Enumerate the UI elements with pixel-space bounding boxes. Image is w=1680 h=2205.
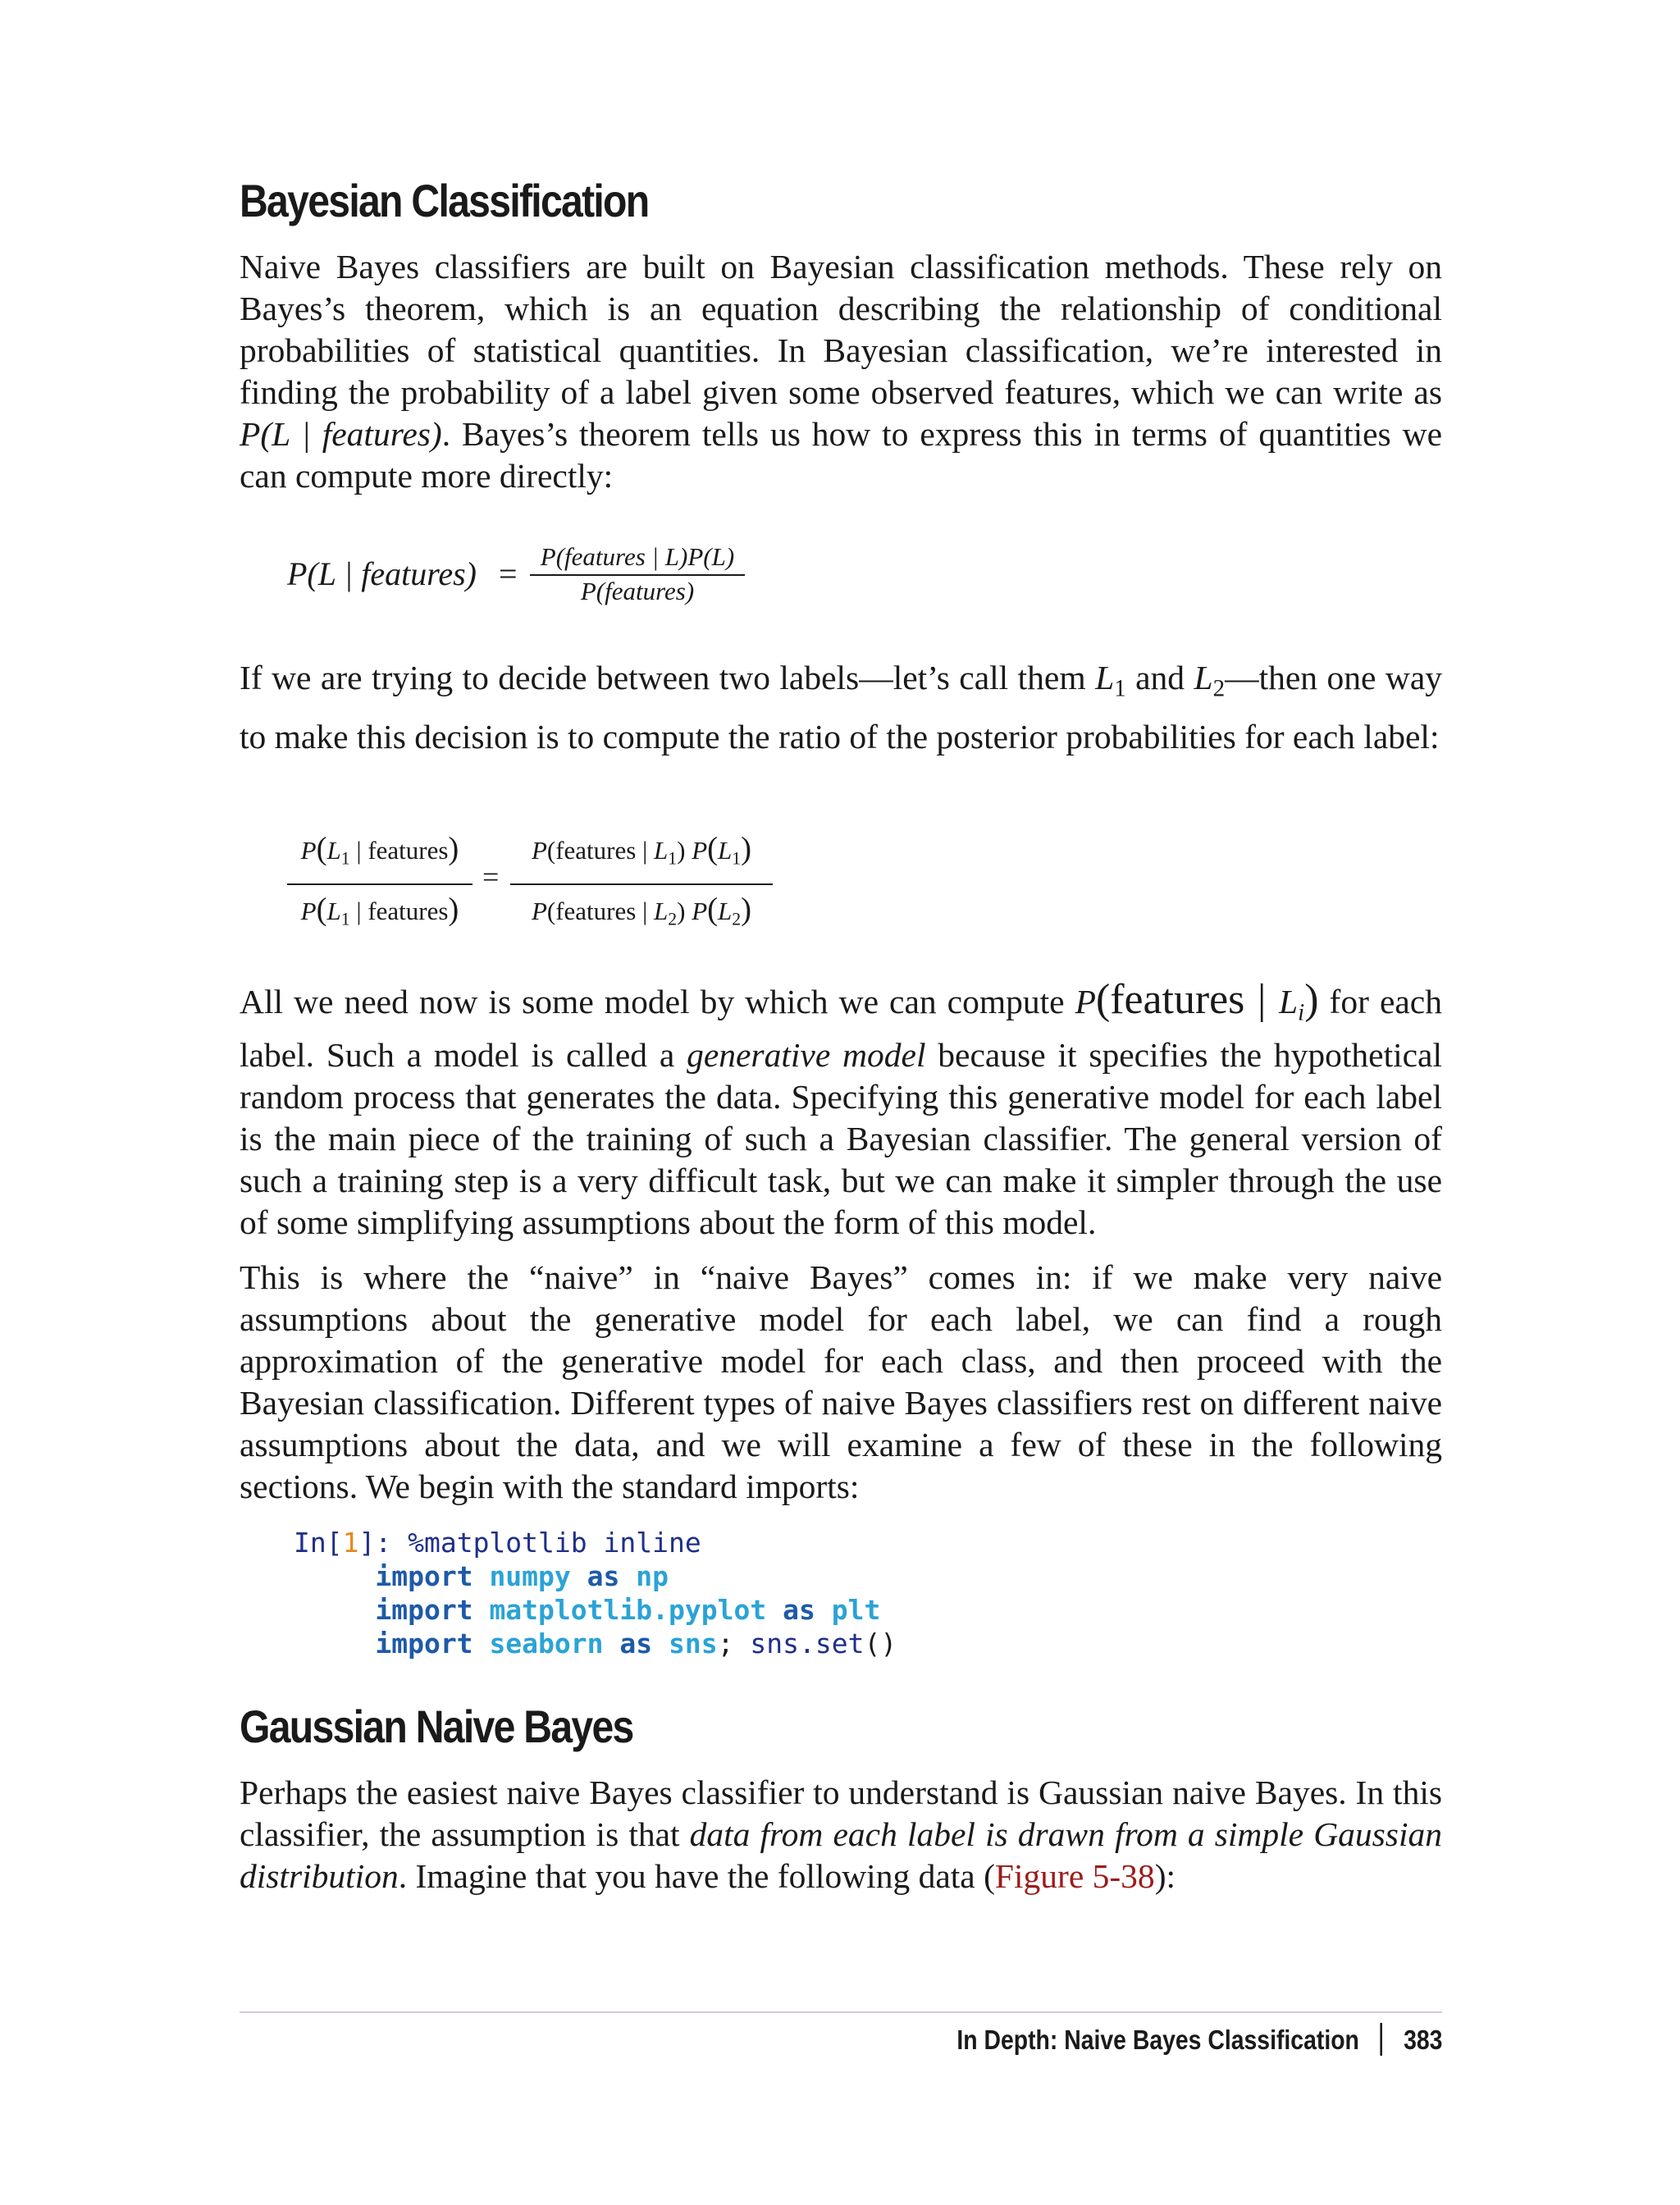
section-heading-gaussian-naive-bayes: Gaussian Naive Bayes	[240, 1701, 633, 1752]
code-line-2: import numpy as np	[375, 1560, 669, 1592]
emphasis-gaussian-assumption: data from each label is drawn from a simple Gaussian distribution	[240, 1815, 1442, 1895]
paragraph-text: ):	[1154, 1857, 1176, 1895]
paragraph-text: because it specifies the hypothetical random process that generates the data. Specifying this generative model for each label is the main piece of the training of such a Bayesian classifier. The general version of such a training step is a very difficult task, but we can make it simpler through the use of some simplifying assumptions about the form of this model.	[240, 1035, 1442, 1241]
paragraph-text: and	[1125, 659, 1194, 696]
equals-sign: =	[499, 555, 518, 592]
fraction-numerator: P(features | $L_1$) $P(L_1)$	[531, 831, 752, 869]
fraction-bar	[287, 883, 472, 885]
paragraph-two-labels	[240, 654, 1442, 760]
label-l2: L	[1194, 659, 1213, 696]
equation-fraction	[530, 541, 745, 607]
equation-lhs: P(L | features)	[287, 555, 477, 592]
fraction-bar	[510, 883, 773, 885]
inline-math-likelihood: P(features | $L_i$)	[1075, 976, 1319, 1026]
fraction-denominator: $P(L_1$ | features)	[300, 891, 459, 929]
paragraph-text: Perhaps the easiest naive Bayes classifier to understand is Gaussian naive Bayes. In this classifier, the assumption is that	[240, 1774, 1442, 1853]
paragraph-text: for each label. Such a model is called a	[240, 983, 1442, 1074]
ratio-right-fraction	[510, 829, 773, 941]
paragraph-text: If we are trying to decide between two labels—let’s call them	[240, 659, 1096, 696]
footer-divider	[240, 2011, 1442, 2013]
paragraph-intro	[240, 246, 1442, 497]
paragraph-gaussian-intro	[240, 1772, 1442, 1897]
section-heading-bayesian-classification: Bayesian Classification	[240, 175, 649, 226]
fraction-denominator: P(features | $L_2$) $P(L_2)$	[531, 891, 752, 929]
page-number: 383	[1403, 2025, 1442, 2055]
code-cell	[294, 1526, 897, 1660]
paragraph-text: . Bayes’s theorem tells us how to express this in terms of quantities we can compute more directly:	[240, 415, 1442, 495]
code-line-4: import seaborn as sns; sns.set()	[375, 1628, 897, 1659]
label-l1: L	[1095, 659, 1115, 696]
figure-link[interactable]: Figure 5-38	[994, 1857, 1155, 1895]
emphasis-generative-model: generative model	[687, 1035, 926, 1074]
fraction-numerator: $P(L_1$ | features)	[300, 831, 459, 869]
fraction-numerator: P(features | L)P(L)	[540, 542, 735, 571]
paragraph-text: All we need now is some model by which we can compute	[240, 983, 1075, 1020]
inline-math-posterior: P(L | features)	[240, 415, 442, 453]
paragraph-text: Naive Bayes classifiers are built on Bayesian classification methods. These rely on Bayes’s theorem, which is an equation describing the relationship of conditional probabilities of statistical quantities. In Bayesian classification, we’re interested in finding the probability of a label given some observed features, which we can write as	[240, 248, 1442, 411]
paragraph-text: —then one way to make this decision is to compute the ratio of the posterior probabilities for each label:	[240, 659, 1442, 756]
footer-chapter-title: In Depth: Naive Bayes Classification	[956, 2025, 1359, 2055]
subscript: 2	[1212, 675, 1226, 702]
ratio-left-fraction	[287, 829, 472, 941]
equals-sign: =	[482, 861, 500, 893]
code-line-3: import matplotlib.pyplot as plt	[375, 1594, 881, 1626]
paragraph-naive-assumption: This is where the “naive” in “naive Bayes” comes in: if we make very naive assumptions about the generative model for each label, we can find a rough approximation of the generative model for each class, and then proceed with the Bayesian classification. Different types of naive Bayes classifiers rest on different naive assumptions about the data, and we will examine a few of these in the following sections. We begin with the standard imports:	[240, 1258, 1442, 1505]
paragraph-generative-model	[240, 976, 1442, 1244]
paragraph-text: . Imagine that you have the following data (	[398, 1857, 995, 1895]
fraction-denominator: P(features)	[580, 577, 695, 605]
footer-separator	[1380, 2023, 1382, 2056]
code-line-1: In[1]: %matplotlib inline	[294, 1527, 701, 1559]
subscript: 1	[1114, 675, 1126, 702]
page-footer	[956, 2023, 1442, 2056]
